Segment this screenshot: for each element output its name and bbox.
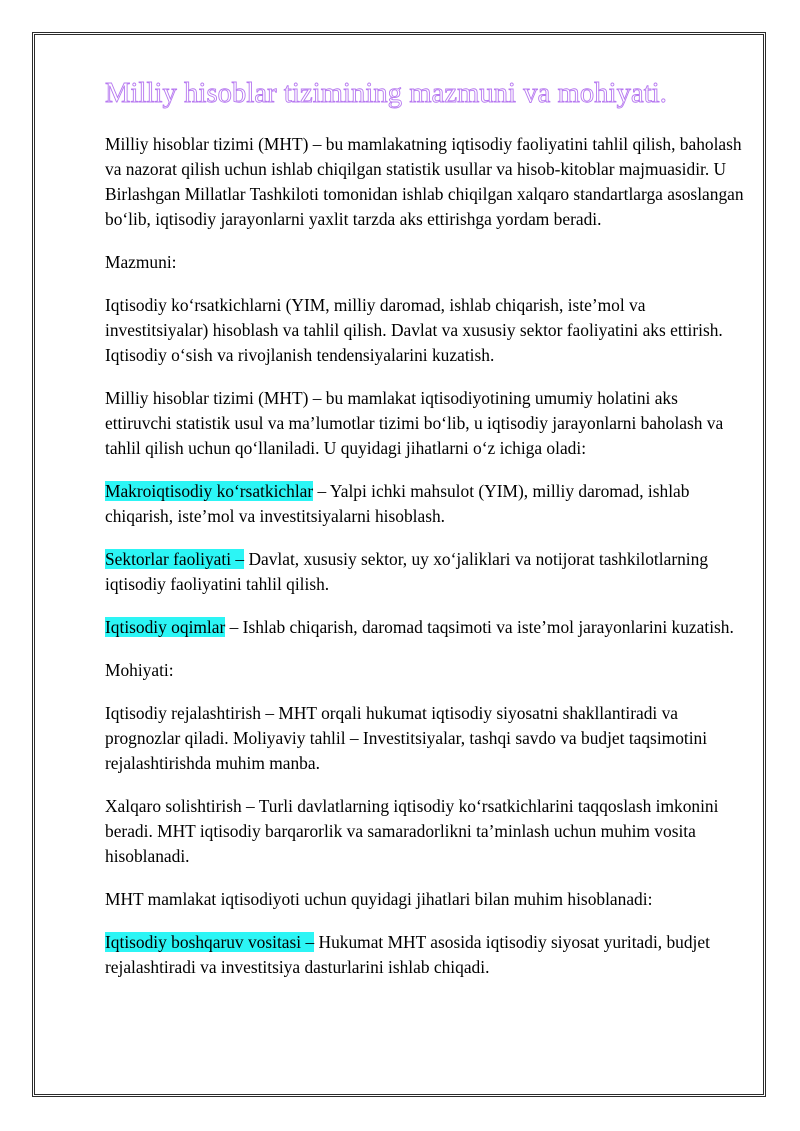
highlighted-term: Iqtisodiy oqimlar: [105, 617, 226, 637]
paragraph-definition: Milliy hisoblar tizimi (MHT) – bu mamlakat iqtisodiyotining umumiy holatini aks ettiruvchi statistik usul va ma’lumotlar tizimi bo‘lib, u iqtisodiy jarayonlarni baholash va tahlil qilish uchun qo‘llaniladi. U quyidagi jihatlarni o‘z ichiga oladi:: [105, 388, 724, 458]
term-description: – Ishlab chiqarish, daromad taqsimoti va iste’mol jarayonlarini kuzatish.: [225, 617, 734, 637]
paragraph-intro: Milliy hisoblar tizimi (MHT) – bu mamlakatning iqtisodiy faoliyatini tahlil qilish, baholash va nazorat qilish uchun ishlab chiqilgan statistik usullar va hisob-kitoblar majmuasidir. U Birlashgan Millatlar Tashkiloti tomonidan ishlab chiqilgan xalqaro standartlarga asoslangan bo‘lib, iqtisodiy jarayonlarni yaxlit tarzda aks ettirishga yordam beradi.: [105, 134, 744, 229]
paragraph-content: Iqtisodiy ko‘rsatkichlarni (YIM, milliy daromad, ishlab chiqarish, iste’mol va investitsiyalar) hisoblash va tahlil qilish. Davlat va xususiy sektor faoliyatini aks ettirish. Iqtisodiy o‘sish va rivojlanish tendensiyalarini kuzatish.: [105, 295, 723, 365]
list-item-governance: [105, 930, 745, 980]
paragraph-comparison: Xalqaro solishtirish – Turli davlatlarning iqtisodiy ko‘rsatkichlarini taqqoslash imkonini beradi. MHT iqtisodiy barqarorlik va samaradorlikni ta’minlash uchun muhim vosita hisoblanadi.: [105, 796, 719, 866]
section-heading-mohiyati: Mohiyati:: [105, 660, 174, 680]
list-item-sectors: [105, 547, 745, 597]
section-heading-mazmuni: Mazmuni:: [105, 252, 177, 272]
paragraph-planning: Iqtisodiy rejalashtirish – MHT orqali hukumat iqtisodiy siyosatni shakllantiradi va prognozlar qiladi. Moliyaviy tahlil – Investitsiyalar, tashqi savdo va budjet taqsimotini rejalashtirishda muhim manba.: [105, 703, 708, 773]
term-description: Hukumat MHT asosida iqtisodiy siyosat yuritadi, budjet rejalashtiradi va investitsiya dasturlarini ishlab chiqadi.: [105, 932, 710, 977]
term-description: – Yalpi ichki mahsulot (YIM), milliy daromad, ishlab chiqarish, iste’mol va investitsiyalarni hisoblash.: [105, 481, 690, 526]
document-title: Milliy hisoblar tizimining mazmuni va mohiyati.: [105, 78, 667, 109]
highlighted-term: Sektorlar faoliyati –: [105, 549, 245, 569]
list-item-flows: [105, 615, 745, 640]
highlighted-term: Iqtisodiy boshqaruv vositasi –: [105, 932, 315, 952]
term-description: Davlat, xususiy sektor, uy xo‘jaliklari va notijorat tashkilotlarning iqtisodiy faoliyatini tahlil qilish.: [105, 549, 709, 594]
highlighted-term: Makroiqtisodiy ko‘rsatkichlar: [105, 481, 314, 501]
document-body: [105, 76, 745, 998]
list-item-macro: [105, 479, 745, 529]
paragraph-importance: MHT mamlakat iqtisodiyoti uchun quyidagi jihatlari bilan muhim hisoblanadi:: [105, 889, 653, 909]
